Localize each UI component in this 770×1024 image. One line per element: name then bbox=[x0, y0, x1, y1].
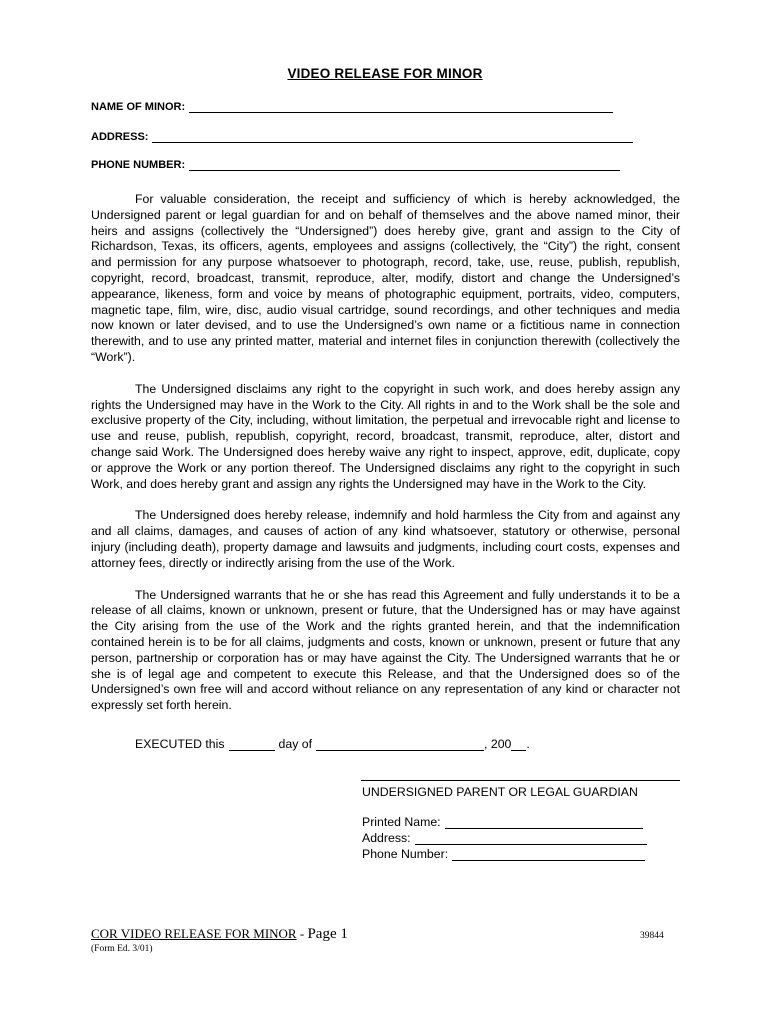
phone-number-label: PHONE NUMBER: bbox=[91, 159, 186, 171]
executed-prefix: EXECUTED this bbox=[135, 737, 225, 751]
address-blank[interactable] bbox=[152, 131, 633, 143]
printed-name-label: Printed Name: bbox=[362, 815, 441, 829]
signature-line[interactable] bbox=[361, 780, 680, 781]
signer-phone-blank[interactable] bbox=[452, 849, 645, 861]
form-number: 39844 bbox=[640, 931, 664, 941]
printed-name-blank[interactable] bbox=[445, 817, 643, 829]
executed-day-blank[interactable] bbox=[229, 740, 275, 751]
address-label: ADDRESS: bbox=[91, 131, 149, 143]
signer-phone-label: Phone Number: bbox=[362, 847, 449, 861]
phone-number-blank[interactable] bbox=[189, 159, 620, 171]
footer-page-label: Page 1 bbox=[307, 926, 348, 942]
executed-line bbox=[135, 737, 530, 751]
footer-separator: - bbox=[296, 926, 308, 941]
executed-year-prefix: , 200 bbox=[484, 737, 512, 751]
paragraph-warranty: The Undersigned warrants that he or she has read this Agreement and fully understands it to be a release of all claims, known or unknown, present or future, that the Undersigned has or may have against the City arising from the use of the Work and the rights granted herein, and that the indemnification contained herein is to be for all claims, judgments and costs, known or unknown, present or future that any person, partnership or corporation has or may have against the City. The Undersigned warrants that he or she is of legal age and competent to execute this Release, and that the Undersigned does so of the Undersigned’s own free will and accord without reliance on any representation of any kind or character not expressly set forth herein. bbox=[91, 587, 680, 713]
footer bbox=[91, 926, 348, 954]
address-field bbox=[91, 131, 633, 143]
executed-suffix: . bbox=[526, 737, 530, 751]
footer-main bbox=[91, 926, 348, 943]
release-body bbox=[91, 192, 680, 730]
signer-address-field bbox=[362, 831, 647, 845]
signer-address-blank[interactable] bbox=[415, 833, 647, 845]
signature-caption: UNDERSIGNED PARENT OR LEGAL GUARDIAN bbox=[362, 785, 638, 799]
footer-title: COR VIDEO RELEASE FOR MINOR bbox=[91, 926, 297, 941]
printed-name-field bbox=[362, 815, 643, 829]
name-of-minor-blank[interactable] bbox=[189, 101, 613, 113]
name-of-minor-field bbox=[91, 101, 613, 113]
phone-number-field bbox=[91, 159, 620, 171]
name-of-minor-label: NAME OF MINOR: bbox=[91, 101, 186, 113]
paragraph-copyright: The Undersigned disclaims any right to the copyright in such work, and does hereby assign any rights the Undersigned may have in the Work to the City. All rights in and to the Work shall be the sole and exclusive property of the City, including, without limitation, the perpetual and irrevocable right and license to use and reuse, publish, republish, copyright, record, broadcast, transmit, reproduce, alter, distort and change said Work. The Undersigned does hereby waive any right to inspect, approve, edit, duplicate, copy or approve the Work or any portion thereof. The Undersigned disclaims any right to the copyright in such Work, and does hereby grant and assign any rights the Undersigned may have in the Work to the City. bbox=[91, 381, 680, 491]
executed-year-blank[interactable] bbox=[511, 740, 526, 751]
executed-month-blank[interactable] bbox=[316, 740, 484, 751]
document-title: VIDEO RELEASE FOR MINOR bbox=[287, 66, 483, 81]
executed-middle: day of bbox=[278, 737, 313, 751]
footer-edition: (Form Ed. 3/01) bbox=[91, 944, 153, 954]
signer-phone-field bbox=[362, 847, 645, 861]
signer-address-label: Address: bbox=[362, 831, 411, 845]
paragraph-grant: For valuable consideration, the receipt and sufficiency of which is hereby acknowledged, the Undersigned parent or legal guardian for and on behalf of themselves and the above named minor, their heirs and assigns (collectively the “Undersigned”) does hereby give, grant and assign to the City of Richardson, Texas, its officers, agents, employees and assigns (collectively, the “City”) the right, consent and permission for any purpose whatsoever to photograph, record, take, use, reuse, publish, republish, copyright, record, broadcast, transmit, reproduce, alter, modify, distort and change the Undersigned’s appearance, likeness, form and voice by means of photographic equipment, portraits, video, computers, magnetic tape, film, wire, disc, audio visual cartridge, sound recordings, and other techniques and media now known or later devised, and to use the Undersigned’s own name or a fictitious name in connection therewith, and to use any printed matter, material and internet files in conjunction therewith (collectively the “Work”). bbox=[91, 192, 680, 364]
paragraph-indemnify: The Undersigned does hereby release, indemnify and hold harmless the City from and against any and all claims, damages, and causes of action of any kind whatsoever, statutory or otherwise, personal injury (including death), property damage and lawsuits and judgments, including court costs, expenses and attorney fees, directly or indirectly arising from the use of the Work. bbox=[91, 508, 680, 570]
